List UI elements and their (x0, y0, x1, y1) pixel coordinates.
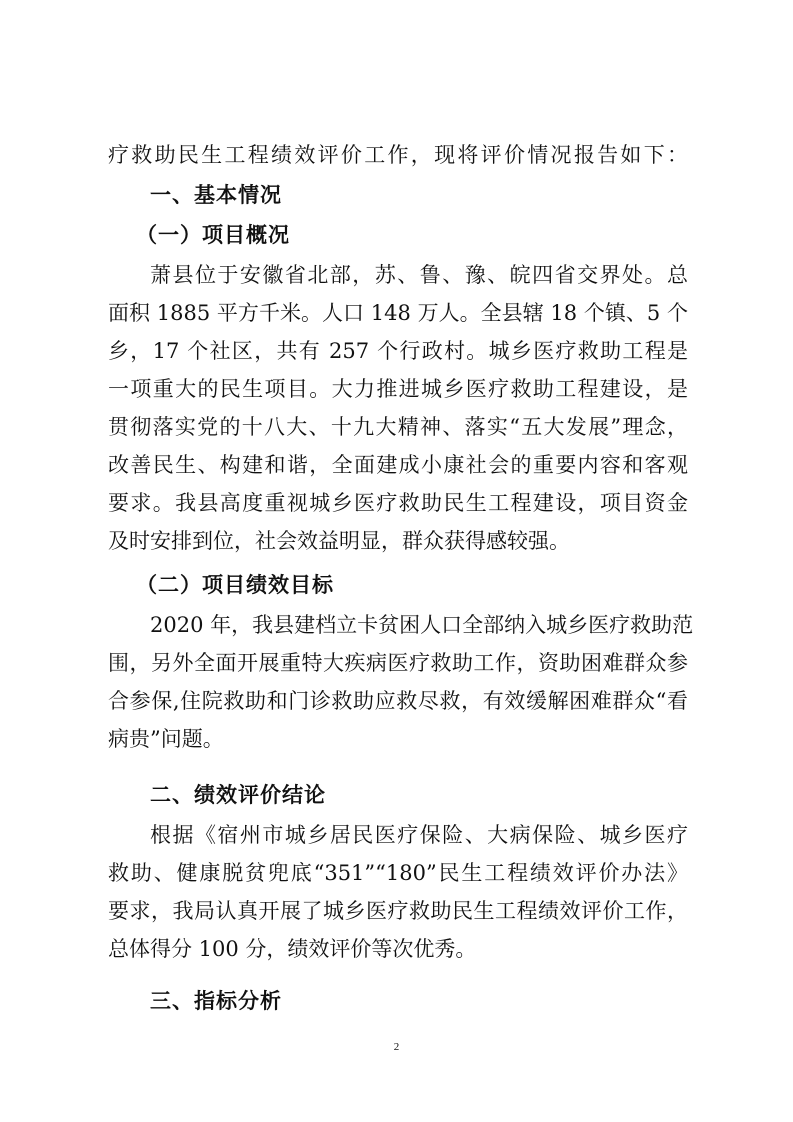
paragraph-line: 根据《宿州市城乡居民医疗保险、大病保险、城乡医疗 (150, 823, 688, 847)
page-number: 2 (393, 1041, 400, 1053)
paragraph-line: 及时安排到位，社会效益明显，群众获得感较强。 (108, 529, 570, 553)
paragraph-line: 要求。我县高度重视城乡医疗救助民生工程建设，项目资金 (108, 491, 688, 515)
subsection-heading-performance-goals: （二）项目绩效目标 (136, 573, 334, 597)
section-heading-evaluation-conclusion: 二、绩效评价结论 (150, 783, 326, 807)
paragraph-line: 总体得分 100 分，绩效评价等次优秀。 (108, 937, 477, 961)
paragraph-line: 乡，17 个社区，共有 257 个行政村。城乡医疗救助工程是 (108, 339, 688, 363)
paragraph-line: 一项重大的民生项目。大力推进城乡医疗救助工程建设，是 (108, 377, 688, 401)
section-heading-basic-info: 一、基本情况 (150, 183, 282, 207)
paragraph-line: 面积 1885 平方千米。人口 148 万人。全县辖 18 个镇、5 个 (108, 301, 688, 325)
paragraph-line: 围，另外全面开展重特大疾病医疗救助工作，资助困难群众参 (108, 651, 688, 675)
paragraph-line: 救助、健康脱贫兜底“351”“180”民生工程绩效评价办法》 (108, 861, 688, 885)
continuation-line: 疗救助民生工程绩效评价工作，现将评价情况报告如下： (108, 143, 688, 167)
subsection-heading-project-overview: （一）项目概况 (136, 223, 290, 247)
paragraph-line: 改善民生、构建和谐，全面建成小康社会的重要内容和客观 (108, 453, 688, 477)
paragraph-line: 贯彻落实党的十八大、十九大精神、落实“五大发展”理念， (108, 415, 688, 439)
paragraph-line: 要求，我局认真开展了城乡医疗救助民生工程绩效评价工作， (108, 899, 688, 923)
paragraph-line: 合参保,住院救助和门诊救助应救尽救，有效缓解困难群众“看 (108, 689, 688, 713)
paragraph-line: 病贵”问题。 (108, 727, 224, 751)
section-heading-indicator-analysis: 三、指标分析 (150, 989, 282, 1013)
paragraph-line: 萧县位于安徽省北部，苏、鲁、豫、皖四省交界处。总 (150, 263, 688, 287)
paragraph-line: 2020 年，我县建档立卡贫困人口全部纳入城乡医疗救助范 (150, 613, 694, 637)
